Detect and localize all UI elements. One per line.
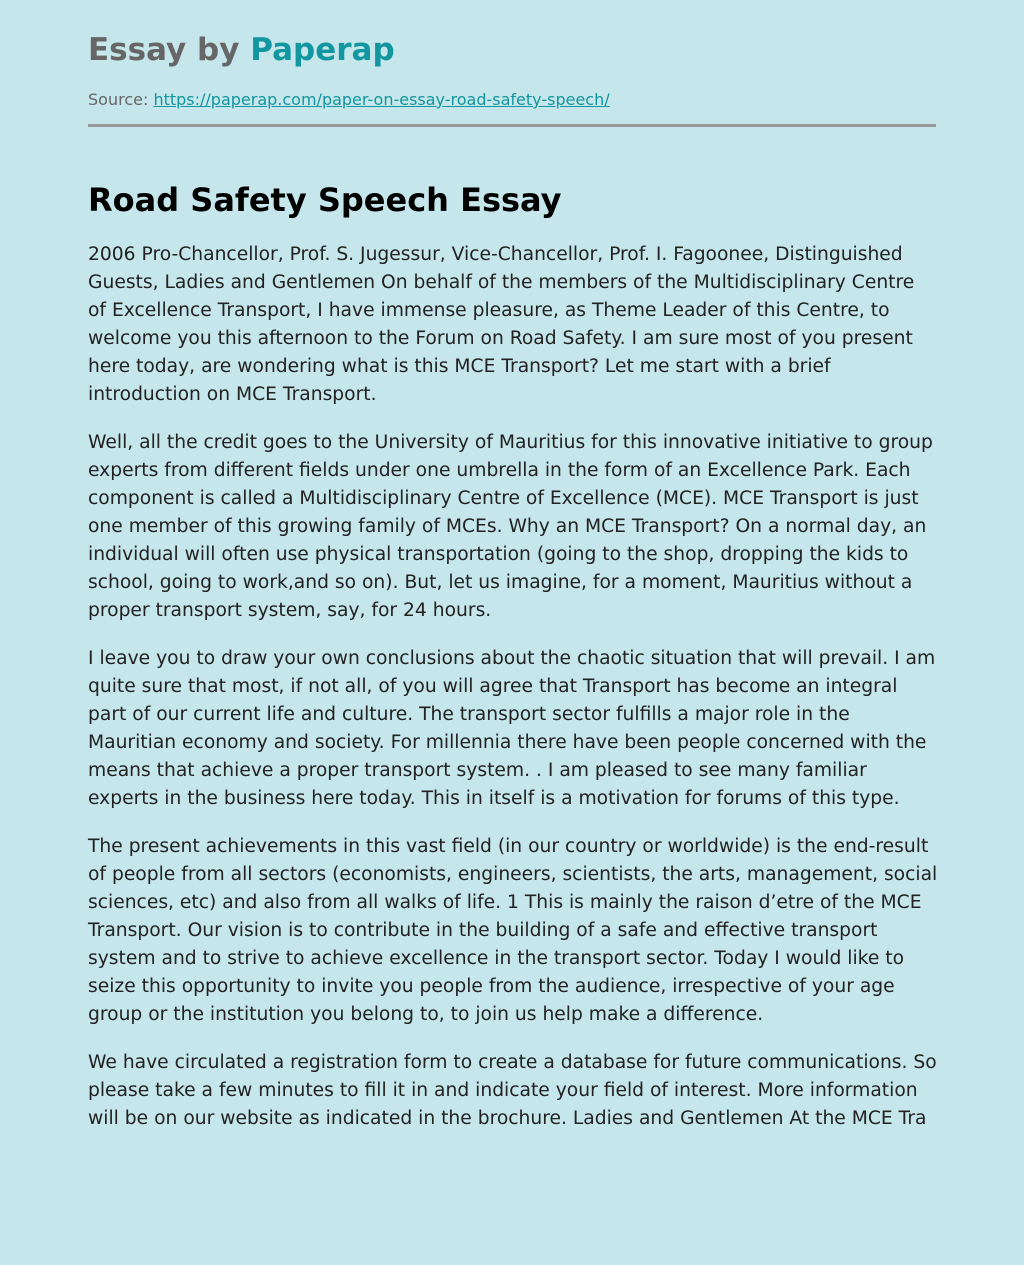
article-body [88, 241, 938, 1153]
page-title: Road Safety Speech Essay [88, 181, 562, 219]
paragraph: 2006 Pro-Chancellor, Prof. S. Jugessur, Vice-Chancellor, Prof. I. Fagoonee, Distinguished Guests, Ladies and Gentlemen On behalf of the members of the Multidisciplinary Centre of Excellence Transport, I have immense pleasure, as Theme Leader of this Centre, to welcome you this afternoon to the Forum on Road Safety. I am sure most of you present here today, are wondering what is this MCE Transport? Let me start with a brief introduction on MCE Transport. [88, 244, 915, 405]
paragraph: The present achievements in this vast field (in our country or worldwide) is the end-result of people from all sectors (economists, engineers, scientists, the arts, management, social sciences, etc) and also from all walks of life. 1 This is mainly the raison d’etre of the MCE Transport. Our vision is to contribute in the building of a safe and effective transport system and to strive to achieve excellence in the transport sector. Today I would like to seize this opportunity to invite you people from the audience, irrespective of your age group or the institution you belong to, to join us help make a difference. [88, 836, 938, 1025]
brand-name: Paperap [250, 32, 395, 68]
paragraph: I leave you to draw your own conclusions about the chaotic situation that will prevail. I am quite sure that most, if not all, of you will agree that Transport has become an integral part of our current life and culture. The transport sector fulfills a major role in the Mauritian economy and society. For millennia there have been people concerned with the means that achieve a proper transport system. . I am pleased to see many familiar experts in the business here today. This in itself is a motivation for forums of this type. [88, 648, 936, 809]
brand-prefix: Essay by [88, 32, 240, 68]
source-label: Source: [88, 90, 149, 109]
header-divider [88, 124, 936, 127]
source-line [88, 89, 610, 111]
site-brand[interactable] [88, 30, 395, 70]
paragraph: Well, all the credit goes to the University of Mauritius for this innovative initiative to group experts from different fields under one umbrella in the form of an Excellence Park. Each component is called a Multidisciplinary Centre of Excellence (MCE). MCE Transport is just one member of this growing family of MCEs. Why an MCE Transport? On a normal day, an individual will often use physical transportation (going to the shop, dropping the kids to school, going to work,and so on). But, let us imagine, for a moment, Mauritius without a proper transport system, say, for 24 hours. [88, 432, 933, 621]
source-link[interactable]: https://paperap.com/paper-on-essay-road-safety-speech/ [153, 90, 610, 109]
paragraph: We have circulated a registration form to create a database for future communications. So please take a few minutes to fill it in and indicate your field of interest. More information will be on our website as indicated in the brochure. Ladies and Gentlemen At the MCE Tra [88, 1052, 937, 1129]
